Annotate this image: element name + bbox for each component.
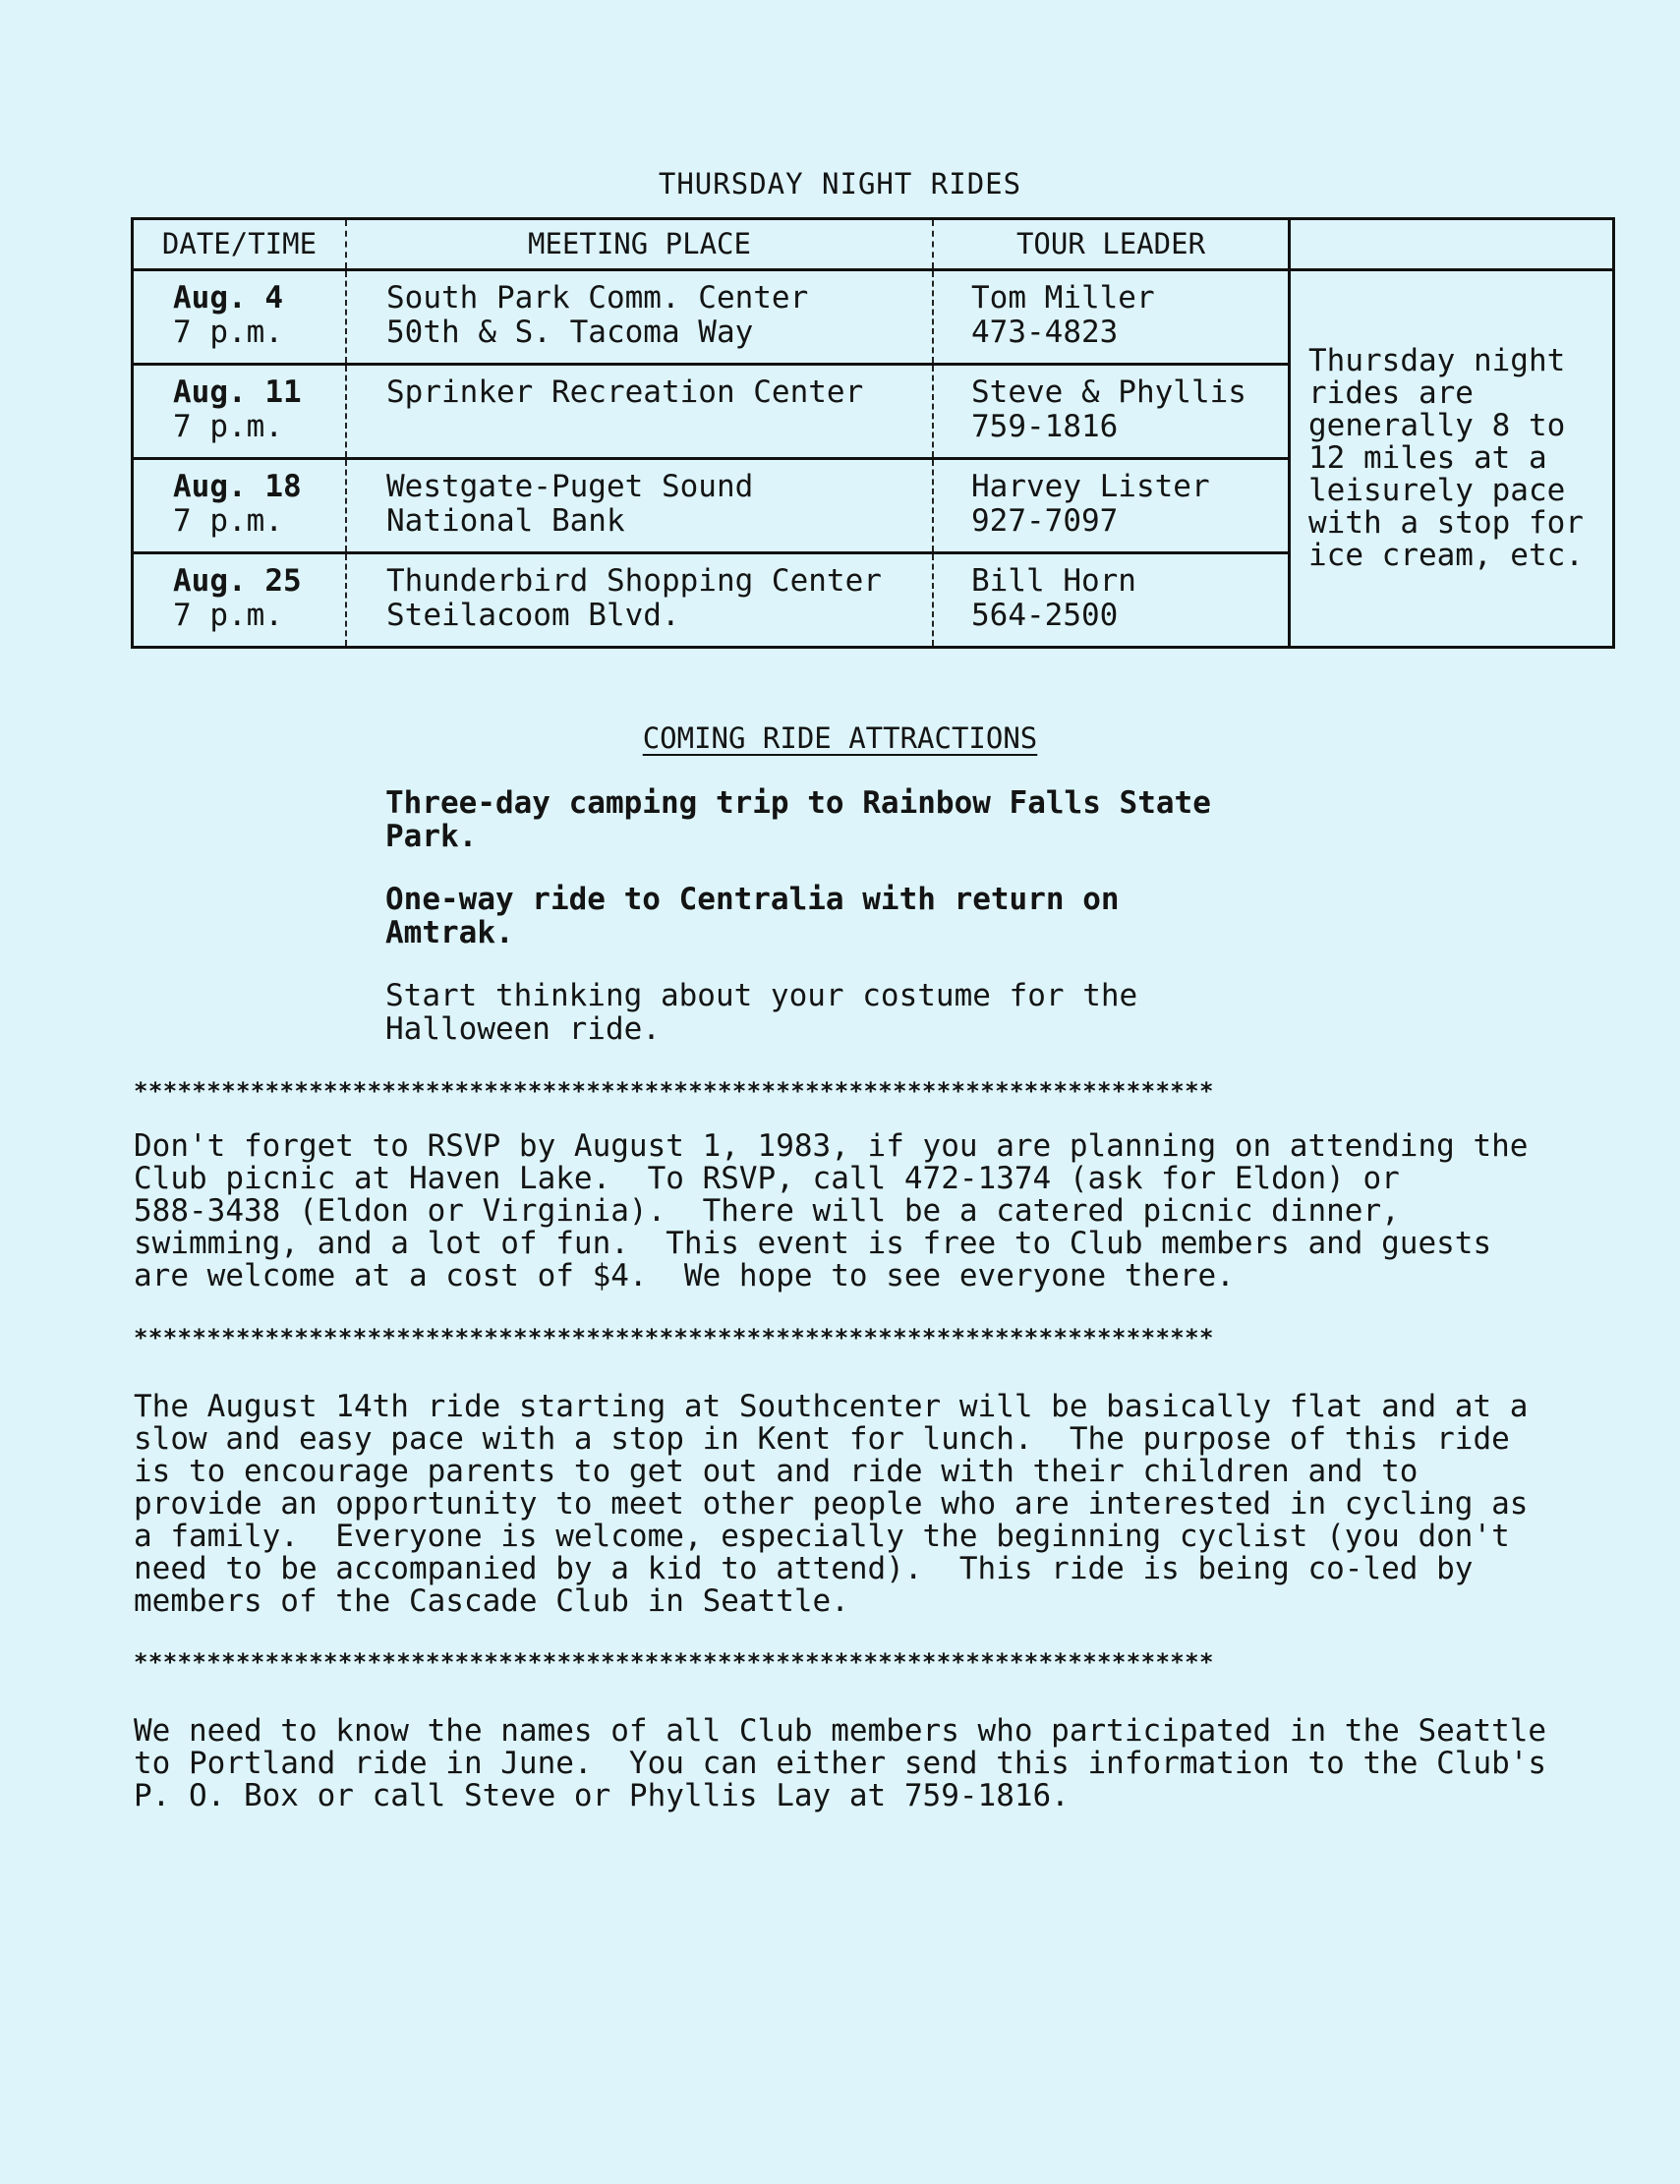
leader-phone: 927-7097 (971, 503, 1119, 539)
leader-name: Tom Miller (971, 280, 1155, 316)
attraction-item: One-way ride to Centralia with return on Amtrak. (385, 882, 1120, 950)
date-cell (133, 270, 347, 365)
meeting-place-line-1: Thunderbird Shopping Center (386, 563, 882, 599)
asterisk-separator: ************************************************************************** (134, 1648, 1214, 1676)
attractions-heading (0, 721, 1680, 755)
meeting-place-cell (346, 270, 933, 365)
seattle-portland-paragraph: We need to know the names of all Club members who participated in the Seattle to Portland ride in June. You can either send this information to the Club's P. O. Box or call Steve or Phyllis Lay at 759-1816. (134, 1713, 1547, 1813)
leader-name: Harvey Lister (971, 469, 1210, 504)
meeting-place-line-2: National Bank (386, 503, 625, 539)
rsvp-paragraph: Don't forget to RSVP by August 1, 1983, if you are planning on attending the Club picnic at Haven Lake. To RSVP, call 472-1374 (ask for Eldon) or 588-3438 (Eldon or Virginia). There will be a catered picnic dinner, swimming, and a lot of fun. This event is free to Club members and guests are welcome at a cost of $4. We hope to see everyone there. (134, 1128, 1529, 1293)
attractions-heading-text: COMING RIDE ATTRACTIONS (642, 721, 1038, 755)
rides-note: Thursday night rides are generally 8 to 12 miles at a leisurely pace with a stop for ice cream, etc. (1290, 270, 1614, 648)
august-14-paragraph: The August 14th ride starting at Southcenter will be basically flat and at a slow and easy pace with a stop in Kent for lunch. The purpose of this ride is to encourage parents to get out and ride with their children and to provide an opportunity to meet other people who are interested in cycling as a family. Everyone is welcome, especially the beginning cyclist (you don't need to be accompanied by a kid to attend). This ride is being co-led by members of the Cascade Club in Seattle. (134, 1389, 1529, 1619)
leader-name: Steve & Phyllis (971, 374, 1246, 410)
header-tour-leader: TOUR LEADER (933, 219, 1290, 270)
ride-date: Aug. 11 (173, 374, 302, 410)
tour-leader-cell (933, 270, 1290, 365)
attractions-list (385, 786, 1319, 1075)
ride-date: Aug. 25 (173, 563, 302, 599)
ride-time: 7 p.m. (173, 315, 283, 350)
table-header-row (133, 219, 1614, 270)
meeting-place-line-2: Steilacoom Blvd. (386, 598, 680, 633)
leader-phone: 759-1816 (971, 409, 1119, 444)
date-cell (133, 553, 347, 648)
tour-leader-cell (933, 553, 1290, 648)
ride-time: 7 p.m. (173, 598, 283, 633)
header-meeting-place: MEETING PLACE (346, 219, 933, 270)
asterisk-separator: ************************************************************************** (134, 1324, 1214, 1351)
header-date-time: DATE/TIME (133, 219, 347, 270)
meeting-place-cell (346, 459, 933, 553)
table-row (133, 270, 1614, 365)
tour-leader-cell (933, 365, 1290, 459)
page-title: THURSDAY NIGHT RIDES (658, 167, 1022, 201)
meeting-place-line-1: South Park Comm. Center (386, 280, 809, 316)
leader-name: Bill Horn (971, 563, 1136, 599)
leader-phone: 564-2500 (971, 598, 1119, 633)
meeting-place-cell (346, 365, 933, 459)
header-note-blank (1290, 219, 1614, 270)
date-cell (133, 459, 347, 553)
rides-table (131, 217, 1615, 649)
meeting-place-line-1: Westgate-Puget Sound (386, 469, 754, 504)
ride-date: Aug. 18 (173, 469, 302, 504)
ride-time: 7 p.m. (173, 409, 283, 444)
meeting-place-line-1: Sprinker Recreation Center (386, 374, 864, 410)
meeting-place-line-2: 50th & S. Tacoma Way (386, 315, 754, 350)
ride-time: 7 p.m. (173, 503, 283, 539)
attraction-item: Three-day camping trip to Rainbow Falls State Park. (385, 785, 1211, 854)
leader-phone: 473-4823 (971, 315, 1119, 350)
tour-leader-cell (933, 459, 1290, 553)
asterisk-separator: ************************************************************************** (134, 1077, 1214, 1105)
ride-date: Aug. 4 (173, 280, 283, 316)
date-cell (133, 365, 347, 459)
attraction-item: Start thinking about your costume for the Halloween ride. (385, 978, 1138, 1047)
meeting-place-cell (346, 553, 933, 648)
